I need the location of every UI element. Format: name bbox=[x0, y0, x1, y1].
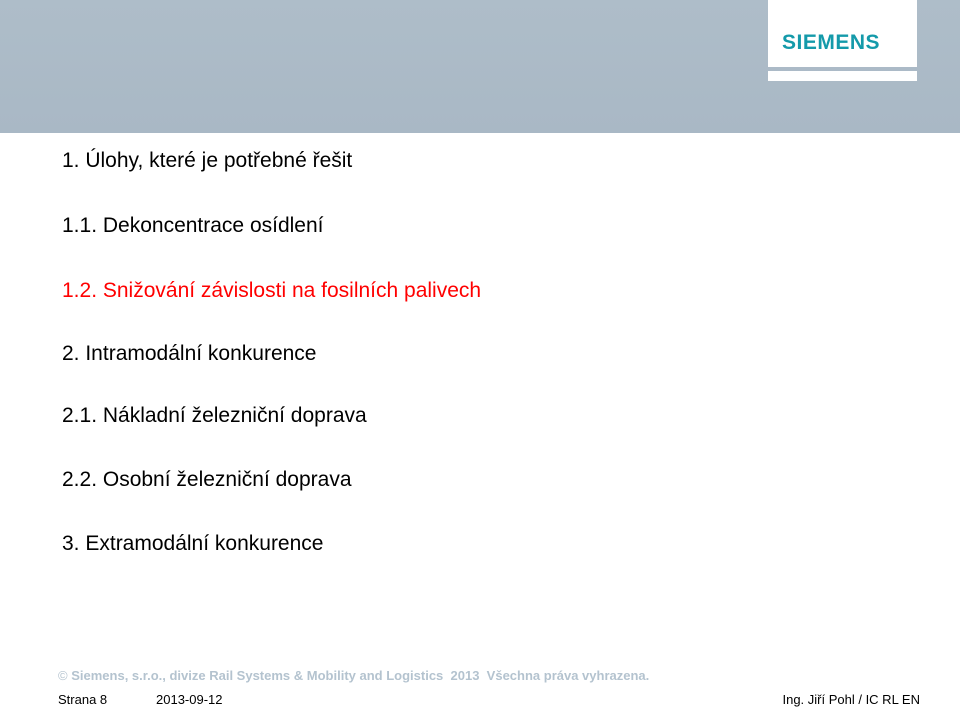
footer-date: 2013-09-12 bbox=[156, 692, 223, 707]
copyright-year: 2013 bbox=[450, 668, 480, 683]
item-deconcentration: 1.1. Dekoncentrace osídlení bbox=[62, 214, 324, 237]
footer-copyright bbox=[58, 668, 649, 684]
heading-intramodal: 2. Intramodální konkurence bbox=[62, 342, 317, 365]
heading-tasks: 1. Úlohy, které je potřebné řešit bbox=[62, 149, 353, 172]
page-number: Strana 8 bbox=[58, 692, 108, 707]
item-passenger-rail: 2.2. Osobní železniční doprava bbox=[62, 468, 352, 491]
copyright-company: Siemens, s.r.o., divize Rail Systems & Mobility and Logistics bbox=[71, 668, 444, 683]
heading-extramodal: 3. Extramodální konkurence bbox=[62, 532, 324, 555]
footer-author: Ing. Jiří Pohl / IC RL EN bbox=[782, 692, 920, 707]
item-fossil-fuels: 1.2. Snižování závislosti na fosilních palivech bbox=[62, 279, 482, 302]
item-freight-rail: 2.1. Nákladní železniční doprava bbox=[62, 404, 367, 427]
siemens-logo: SIEMENS bbox=[782, 31, 881, 54]
copyright-rights: Všechna práva vyhrazena. bbox=[486, 668, 650, 683]
logo-underbar bbox=[768, 71, 917, 81]
copyright-symbol: © bbox=[58, 668, 68, 683]
